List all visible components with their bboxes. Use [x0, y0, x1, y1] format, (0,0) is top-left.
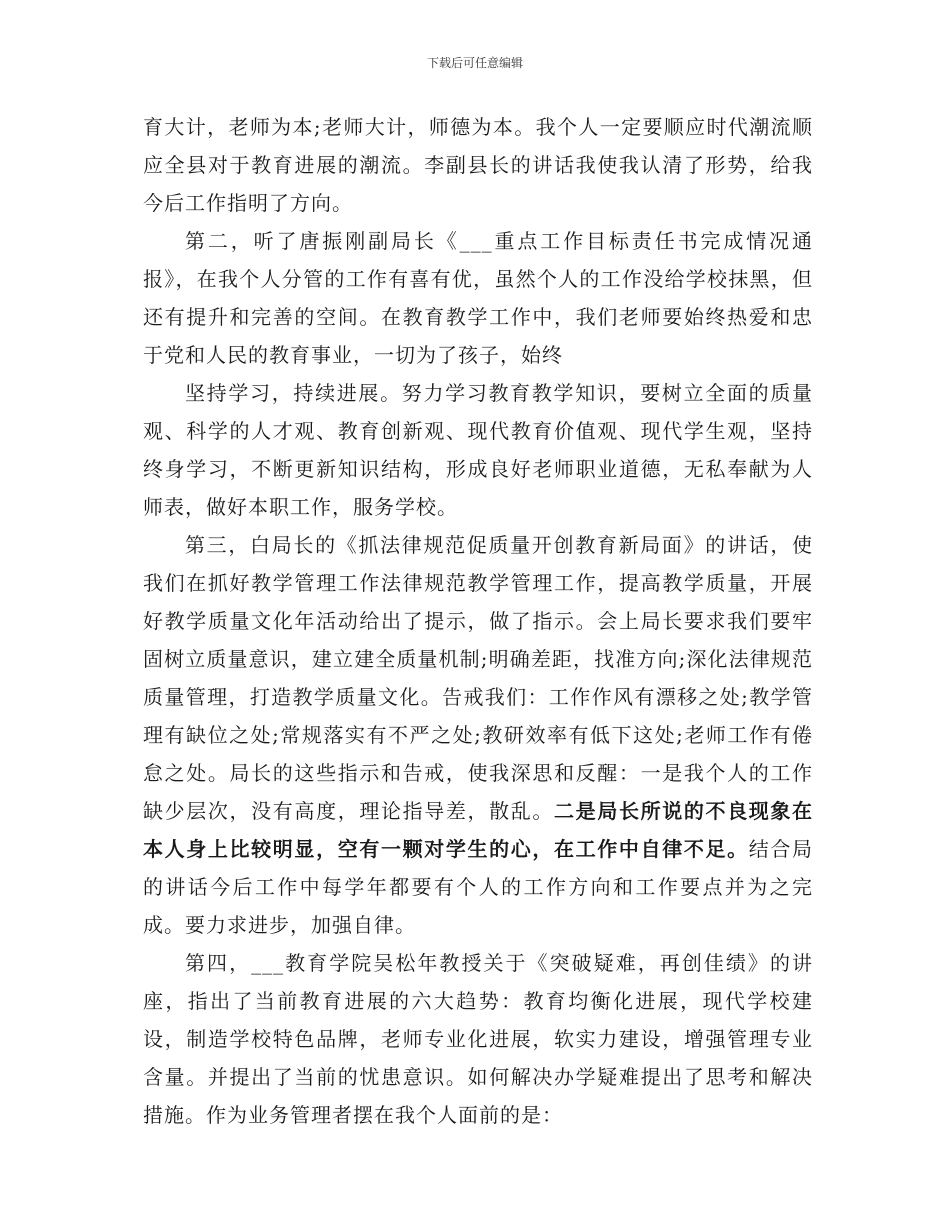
paragraph-4: [143, 526, 813, 944]
document-body: [143, 108, 813, 1134]
paragraph-3: 坚持学习，持续进展。努力学习教育教学知识，要树立全面的质量观、科学的人才观、教育创新观、现代教育价值观、现代学生观，坚持终身学习，不断更新知识结构，形成良好老师职业道德，无私奉献为人师表，做好本职工作，服务学校。: [143, 381, 813, 519]
page-header: 下载后可任意编辑: [426, 56, 523, 70]
paragraph-5: 第四，___教育学院吴松年教授关于《突破疑难，再创佳绩》的讲座，指出了当前教育进展的六大趋势：教育均衡化进展，现代学校建设，制造学校特色品牌，老师专业化进展，软实力建设，增强管理专业含量。并提出了当前的忧患意识。如何解决办学疑难提出了思考和解决措施。作为业务管理者摆在我个人面前的是：: [143, 951, 813, 1127]
paragraph-4-text-end: 结合局的讲话今后工作中每学年都要有个人的工作方向和工作要点并为之完成。要力求进步，加强自律。: [143, 837, 814, 937]
paragraph-4-bold-text: 二是局长所说的不良现象在本人身上比较明显，空有一颗对学生的心，在工作中自律不足。: [143, 799, 814, 861]
paragraph-2: 第二，听了唐振刚副局长《___重点工作目标责任书完成情况通报》，在我个人分管的工作有喜有优，虽然个人的工作没给学校抹黑，但还有提升和完善的空间。在教育教学工作中，我们老师要始终热爱和忠于党和人民的教育事业，一切为了孩子，始终: [143, 229, 813, 367]
paragraph-4-text: 第三，白局长的《抓法律规范促质量开创教育新局面》的讲话，使我们在抓好教学管理工作法律规范教学管理工作，提高教学质量，开展好教学质量文化年活动给出了提示，做了指示。会上局长要求我们要牢固树立质量意识，建立建全质量机制;明确差距，找准方向;深化法律规范质量管理，打造教学质量文化。告戒我们：工作作风有漂移之处;教学管理有缺位之处;常规落实有不严之处;教研效率有低下这处;老师工作有倦怠之处。局长的这些指示和告戒，使我深思和反醒：一是我个人的工作缺少层次，没有高度，理论指导差，散乱。: [143, 533, 813, 823]
paragraph-1: 育大计，老师为本;老师大计，师德为本。我个人一定要顺应时代潮流顺应全县对于教育进展的潮流。李副县长的讲话我使我认清了形势，给我今后工作指明了方向。: [143, 115, 813, 215]
